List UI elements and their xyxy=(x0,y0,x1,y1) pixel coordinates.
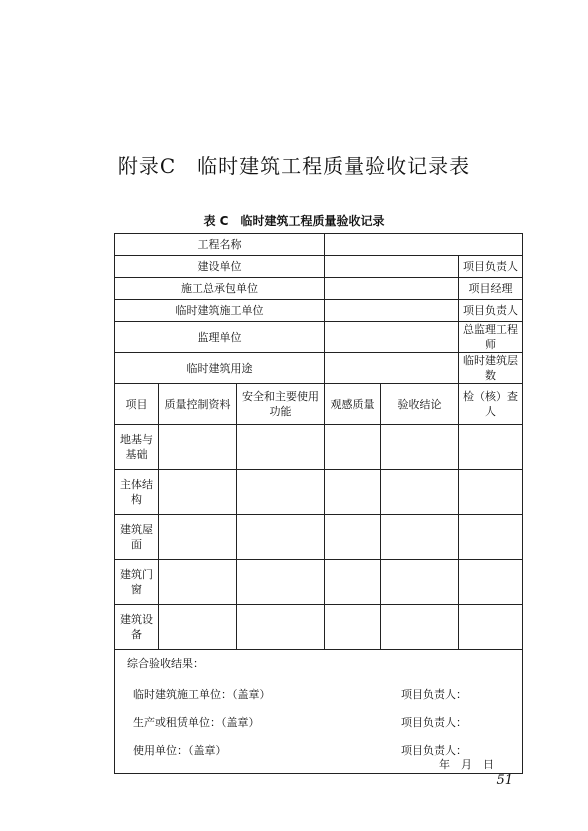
checker-cell[interactable] xyxy=(459,605,523,650)
temp-floors-label: 临时建筑层数 xyxy=(459,353,523,384)
item-label: 建筑设备 xyxy=(115,605,159,650)
quality-docs-cell[interactable] xyxy=(159,425,237,470)
table-caption: 表 C 临时建筑工程质量验收记录 xyxy=(203,214,385,228)
appearance-header: 观感质量 xyxy=(325,384,381,425)
table-row xyxy=(115,560,523,605)
chief-supervisor-label: 总监理工程师 xyxy=(459,322,523,353)
checker-cell[interactable] xyxy=(459,470,523,515)
safety-cell[interactable] xyxy=(237,560,325,605)
temp-builder-value[interactable] xyxy=(325,300,459,322)
conclusion-cell[interactable] xyxy=(381,605,459,650)
project-leader-label: 项目负责人： xyxy=(401,688,467,701)
project-leader-label: 项目负责人： xyxy=(401,716,467,729)
temp-builder-label: 临时建筑施工单位 xyxy=(115,300,325,322)
page-number: 51 xyxy=(496,773,513,788)
appearance-cell[interactable] xyxy=(325,470,381,515)
quality-docs-header: 质量控制资料 xyxy=(159,384,237,425)
general-contractor-value[interactable] xyxy=(325,278,459,300)
conclusion-cell[interactable] xyxy=(381,560,459,605)
quality-docs-cell[interactable] xyxy=(159,470,237,515)
summary-result-label: 综合验收结果： xyxy=(127,657,204,670)
appearance-cell[interactable] xyxy=(325,560,381,605)
checker-cell[interactable] xyxy=(459,515,523,560)
safety-header: 安全和主要使用功能 xyxy=(237,384,325,425)
checker-cell[interactable] xyxy=(459,425,523,470)
temp-use-value[interactable] xyxy=(325,353,459,384)
table-row xyxy=(115,515,523,560)
lessor-seal-label: 生产或租赁单位：（盖章） xyxy=(133,716,260,729)
appearance-cell[interactable] xyxy=(325,515,381,560)
table-row xyxy=(115,470,523,515)
summary-section xyxy=(115,650,523,774)
date-label: 年 月 日 xyxy=(439,758,494,771)
supervision-unit-label: 监理单位 xyxy=(115,322,325,353)
builder-seal-label: 临时建筑施工单位：（盖章） xyxy=(133,688,271,701)
construction-unit-label: 建设单位 xyxy=(115,256,325,278)
quality-docs-cell[interactable] xyxy=(159,605,237,650)
conclusion-cell[interactable] xyxy=(381,425,459,470)
item-header: 项目 xyxy=(115,384,159,425)
project-name-label: 工程名称 xyxy=(115,234,325,256)
general-contractor-label: 施工总承包单位 xyxy=(115,278,325,300)
item-label: 建筑门窗 xyxy=(115,560,159,605)
construction-unit-value[interactable] xyxy=(325,256,459,278)
acceptance-record-table xyxy=(114,233,523,774)
appearance-cell[interactable] xyxy=(325,425,381,470)
page-title: 附录C 临时建筑工程质量验收记录表 xyxy=(117,154,471,178)
conclusion-cell[interactable] xyxy=(381,515,459,560)
project-leader-label: 项目负责人： xyxy=(401,744,467,757)
item-label: 主体结构 xyxy=(115,470,159,515)
project-name-value[interactable] xyxy=(325,234,523,256)
quality-docs-cell[interactable] xyxy=(159,515,237,560)
safety-cell[interactable] xyxy=(237,515,325,560)
conclusion-header: 验收结论 xyxy=(381,384,459,425)
safety-cell[interactable] xyxy=(237,425,325,470)
safety-cell[interactable] xyxy=(237,470,325,515)
table-row xyxy=(115,425,523,470)
quality-docs-cell[interactable] xyxy=(159,560,237,605)
user-seal-label: 使用单位：（盖章） xyxy=(133,744,227,757)
project-leader-label: 项目负责人 xyxy=(459,256,523,278)
temp-use-label: 临时建筑用途 xyxy=(115,353,325,384)
item-label: 建筑屋面 xyxy=(115,515,159,560)
table-row xyxy=(115,605,523,650)
checker-cell[interactable] xyxy=(459,560,523,605)
conclusion-cell[interactable] xyxy=(381,470,459,515)
project-manager-label: 项目经理 xyxy=(459,278,523,300)
appearance-cell[interactable] xyxy=(325,605,381,650)
checker-header: 检（核）查人 xyxy=(459,384,523,425)
supervision-unit-value[interactable] xyxy=(325,322,459,353)
item-label: 地基与基础 xyxy=(115,425,159,470)
safety-cell[interactable] xyxy=(237,605,325,650)
project-leader-label: 项目负责人 xyxy=(459,300,523,322)
